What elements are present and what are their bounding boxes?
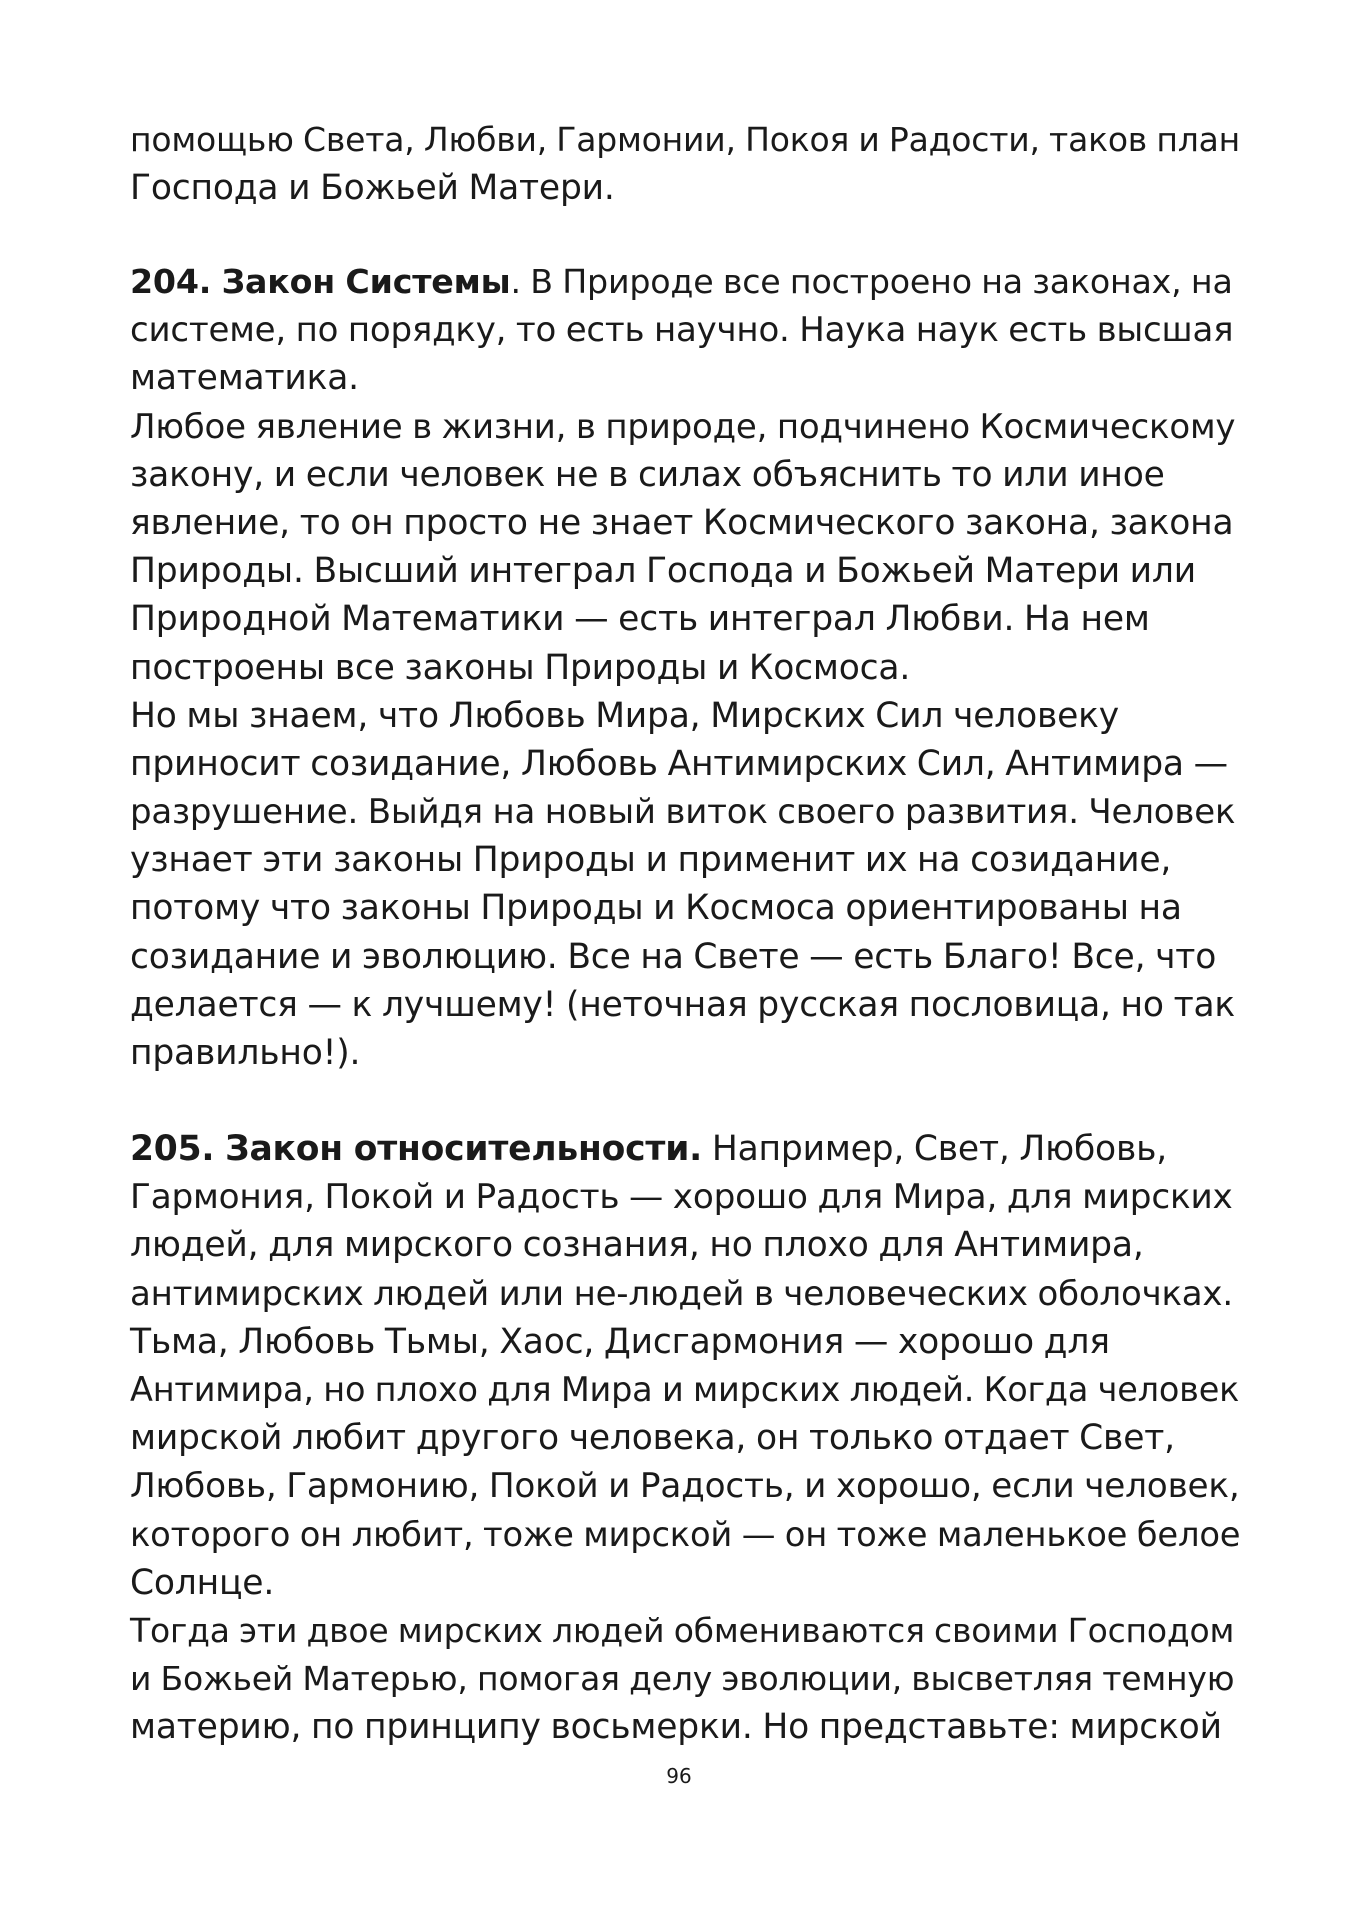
text-line: созидание и эволюцию. Все на Свете — есть Благо! Все, что bbox=[130, 936, 1217, 977]
text-line: приносит созидание, Любовь Антимирских Сил, Антимира — bbox=[130, 743, 1228, 784]
text-line: и Божьей Матерью, помогая делу эволюции, высветляя темную bbox=[130, 1659, 1235, 1699]
text-line: Гармония, Покой и Радость — хорошо для Мира, для мирских bbox=[130, 1177, 1233, 1218]
text-fragment: Например, Свет, Любовь, bbox=[702, 1129, 1167, 1169]
text-line: Тогда эти двое мирских людей обмениваются своими Господом bbox=[130, 1610, 1235, 1650]
text-line: закону, и если человек не в силах объяснить то или иное bbox=[130, 454, 1165, 495]
text-line: математика. bbox=[130, 358, 359, 399]
text-line: разрушение. Выйдя на новый виток своего развития. Человек bbox=[130, 792, 1236, 833]
section-heading-205: 205. Закон относительности. bbox=[130, 1129, 703, 1169]
text-line: явление, то он просто не знает Космического закона, закона bbox=[130, 502, 1234, 543]
text-line: построены все законы Природы и Космоса. bbox=[130, 647, 911, 688]
text-line: Тьма, Любовь Тьмы, Хаос, Дисгармония — хорошо для bbox=[130, 1321, 1110, 1362]
section-heading-204: 204. Закон Системы bbox=[130, 262, 511, 301]
text-line: мирской любит другого человека, он только отдает Свет, bbox=[130, 1418, 1175, 1459]
text-line: Но мы знаем, что Любовь Мира, Мирских Сил человеку bbox=[130, 695, 1120, 736]
paragraph-first-line bbox=[130, 258, 1240, 306]
text-line: материю, по принципу восьмерки. Но представьте: мирской bbox=[130, 1707, 1222, 1748]
text-line: Солнце. bbox=[130, 1562, 275, 1603]
text-line: делается — к лучшему! (неточная русская пословица, но так bbox=[130, 984, 1236, 1025]
text-line: правильно!). bbox=[130, 1033, 361, 1073]
text-line: помощью Света, Любви, Гармонии, Покоя и Радости, таков план bbox=[130, 120, 1241, 159]
page-number: 96 bbox=[666, 1764, 692, 1788]
text-line: Любовь, Гармонию, Покой и Радость, и хорошо, если человек, bbox=[130, 1466, 1240, 1507]
text-line: потому что законы Природы и Космоса ориентированы на bbox=[130, 888, 1182, 929]
text-line: антимирских людей или не-людей в человеческих оболочках. bbox=[130, 1273, 1233, 1314]
paragraph-first-line bbox=[130, 1125, 1240, 1173]
text-line: Любое явление в жизни, в природе, подчинено Космическому bbox=[130, 406, 1236, 447]
paragraph-intro bbox=[130, 116, 1240, 212]
text-fragment: . В Природе все построено на законах, на bbox=[510, 262, 1233, 301]
paragraph-205 bbox=[130, 1125, 1240, 1751]
text-line: Антимира, но плохо для Мира и мирских людей. Когда человек bbox=[130, 1369, 1240, 1409]
text-line: системе, по порядку, то есть научно. Наука наук есть высшая bbox=[130, 310, 1234, 351]
text-line: Природы. Высший интеграл Господа и Божьей Матери или bbox=[130, 551, 1196, 592]
text-line: которого он любит, тоже мирской — он тоже маленькое белое bbox=[130, 1514, 1241, 1554]
text-line: Господа и Божьей Матери. bbox=[130, 168, 615, 209]
text-line: узнает эти законы Природы и применит их на созидание, bbox=[130, 840, 1172, 881]
text-line: людей, для мирского сознания, но плохо для Антимира, bbox=[130, 1225, 1144, 1266]
text-line: Природной Математики — есть интеграл Любви. На нем bbox=[130, 599, 1150, 640]
paragraph-204 bbox=[130, 258, 1240, 1077]
